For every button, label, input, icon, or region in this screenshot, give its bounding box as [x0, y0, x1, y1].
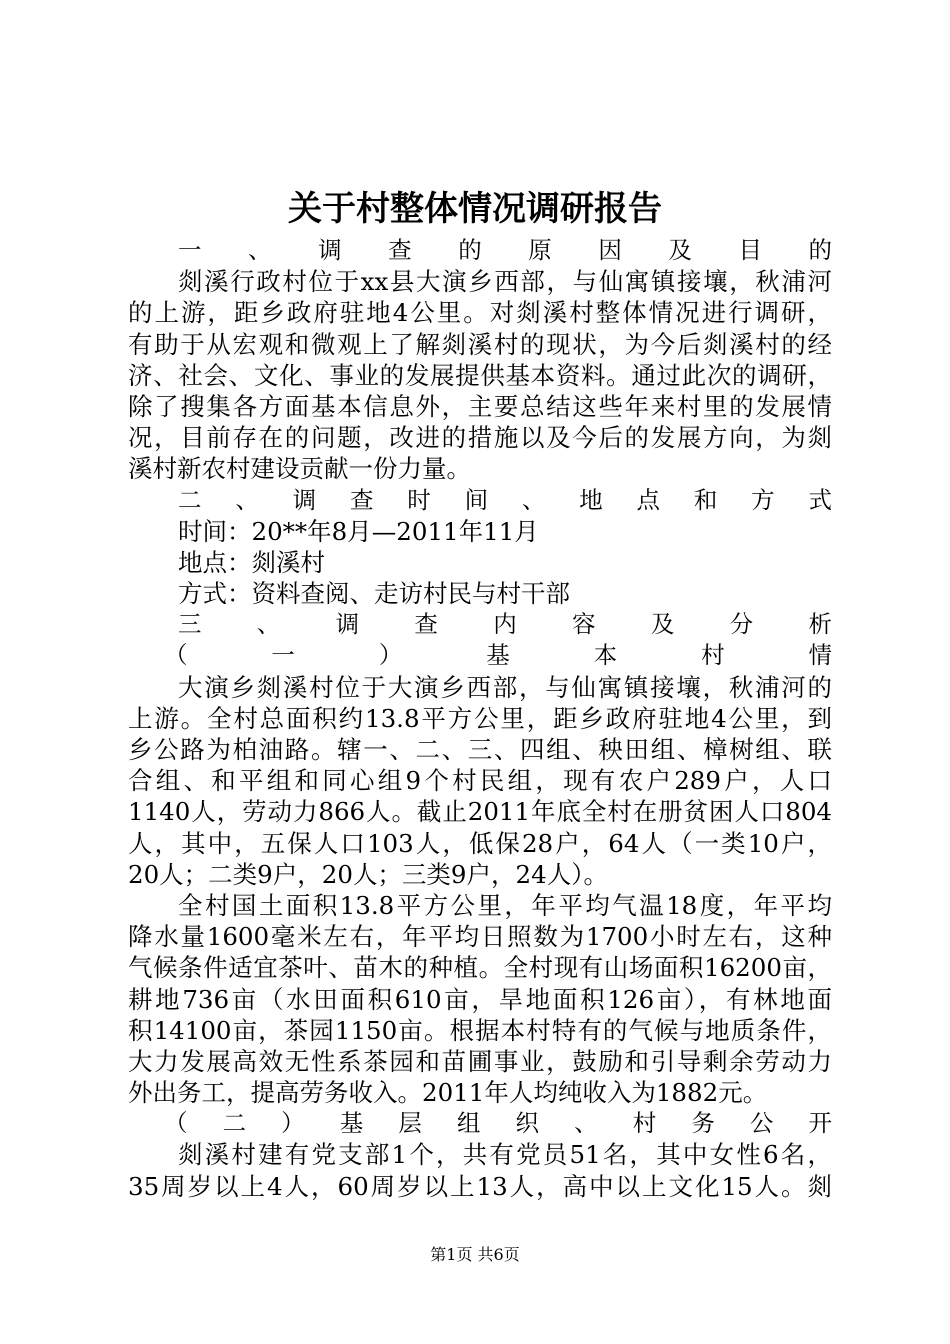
document-title: 关于村整体情况调研报告	[288, 189, 662, 229]
paragraph-line: 35周岁以上4人，60周岁以上13人，高中以上文化15人。剡	[128, 1171, 832, 1201]
paragraph-line: 乡公路为柏油路。辖一、二、三、四组、秧田组、樟树组、联	[128, 735, 832, 764]
subsection-heading-basic: （一）基本村情	[164, 641, 832, 670]
paragraph-line: 有助于从宏观和微观上了解剡溪村的现状，为今后剡溪村的经	[128, 329, 832, 359]
paragraph-basic-village	[128, 672, 832, 890]
paragraph-line: 全村国土面积13.8平方公里，年平均气温18度，年平均	[178, 890, 832, 920]
paragraph-line: 大力发展高效无性系茶园和苗圃事业，鼓励和引导剩余劳动力	[128, 1046, 832, 1076]
paragraph-line: 况，目前存在的问题，改进的措施以及今后的发展方向，为剡	[128, 423, 832, 453]
page-footer: 第1页 共6页	[430, 1245, 520, 1264]
section-heading-time-place: 二、调查时间、地点和方式	[178, 485, 832, 514]
survey-method: 方式：资料查阅、走访村民与村干部	[178, 579, 570, 609]
paragraph-line: 20人；二类9户，20人；三类9户，24人）。	[128, 859, 608, 889]
paragraph-line: 人，其中，五保人口103人，低保28户，64人（一类10户，	[128, 828, 832, 858]
paragraph-line: 气候条件适宜茶叶、苗木的种植。全村现有山场面积16200亩，	[128, 953, 832, 983]
document-body	[128, 235, 832, 1202]
paragraph-line: 降水量1600毫米左右，年平均日照数为1700小时左右，这种	[128, 922, 832, 952]
paragraph-line: 的上游，距乡政府驻地4公里。对剡溪村整体情况进行调研，	[128, 298, 832, 328]
paragraph-line: 溪村新农村建设贡献一份力量。	[128, 454, 471, 484]
survey-place: 地点：剡溪村	[178, 547, 325, 577]
paragraph-line: 合组、和平组和同心组9个村民组，现有农户289户，人口	[128, 766, 832, 796]
subsection-heading-organization: （二）基层组织、村务公开	[164, 1109, 832, 1138]
survey-time: 时间：20**年8月—2011年11月	[178, 516, 539, 546]
paragraph-line: 外出务工，提高劳务收入。2011年人均纯收入为1882元。	[128, 1078, 768, 1108]
paragraph-line: 除了搜集各方面基本信息外，主要总结这些年来村里的发展情	[128, 391, 832, 421]
section-heading-reason: 一、调查的原因及目的	[178, 236, 832, 264]
paragraph-reason	[128, 266, 832, 484]
paragraph-line: 1140人，劳动力866人。截止2011年底全村在册贫困人口804	[128, 797, 832, 827]
paragraph-line: 剡溪村建有党支部1个，共有党员51名，其中女性6名，	[178, 1140, 832, 1170]
section-heading-content: 三、调查内容及分析	[178, 610, 832, 639]
paragraph-line: 耕地736亩（水田面积610亩，旱地面积126亩），有林地面	[128, 984, 832, 1014]
paragraph-line: 济、社会、文化、事业的发展提供基本资料。通过此次的调研，	[128, 360, 832, 390]
paragraph-land-climate	[128, 890, 832, 1108]
paragraph-organization	[128, 1139, 832, 1201]
paragraph-line: 大演乡剡溪村位于大演乡西部，与仙寓镇接壤，秋浦河的	[178, 672, 832, 702]
paragraph-line: 积14100亩，茶园1150亩。根据本村特有的气候与地质条件，	[128, 1015, 832, 1045]
paragraph-line: 剡溪行政村位于xx县大演乡西部，与仙寓镇接壤，秋浦河	[178, 267, 832, 297]
paragraph-line: 上游。全村总面积约13.8平方公里，距乡政府驻地4公里，到	[128, 703, 832, 733]
